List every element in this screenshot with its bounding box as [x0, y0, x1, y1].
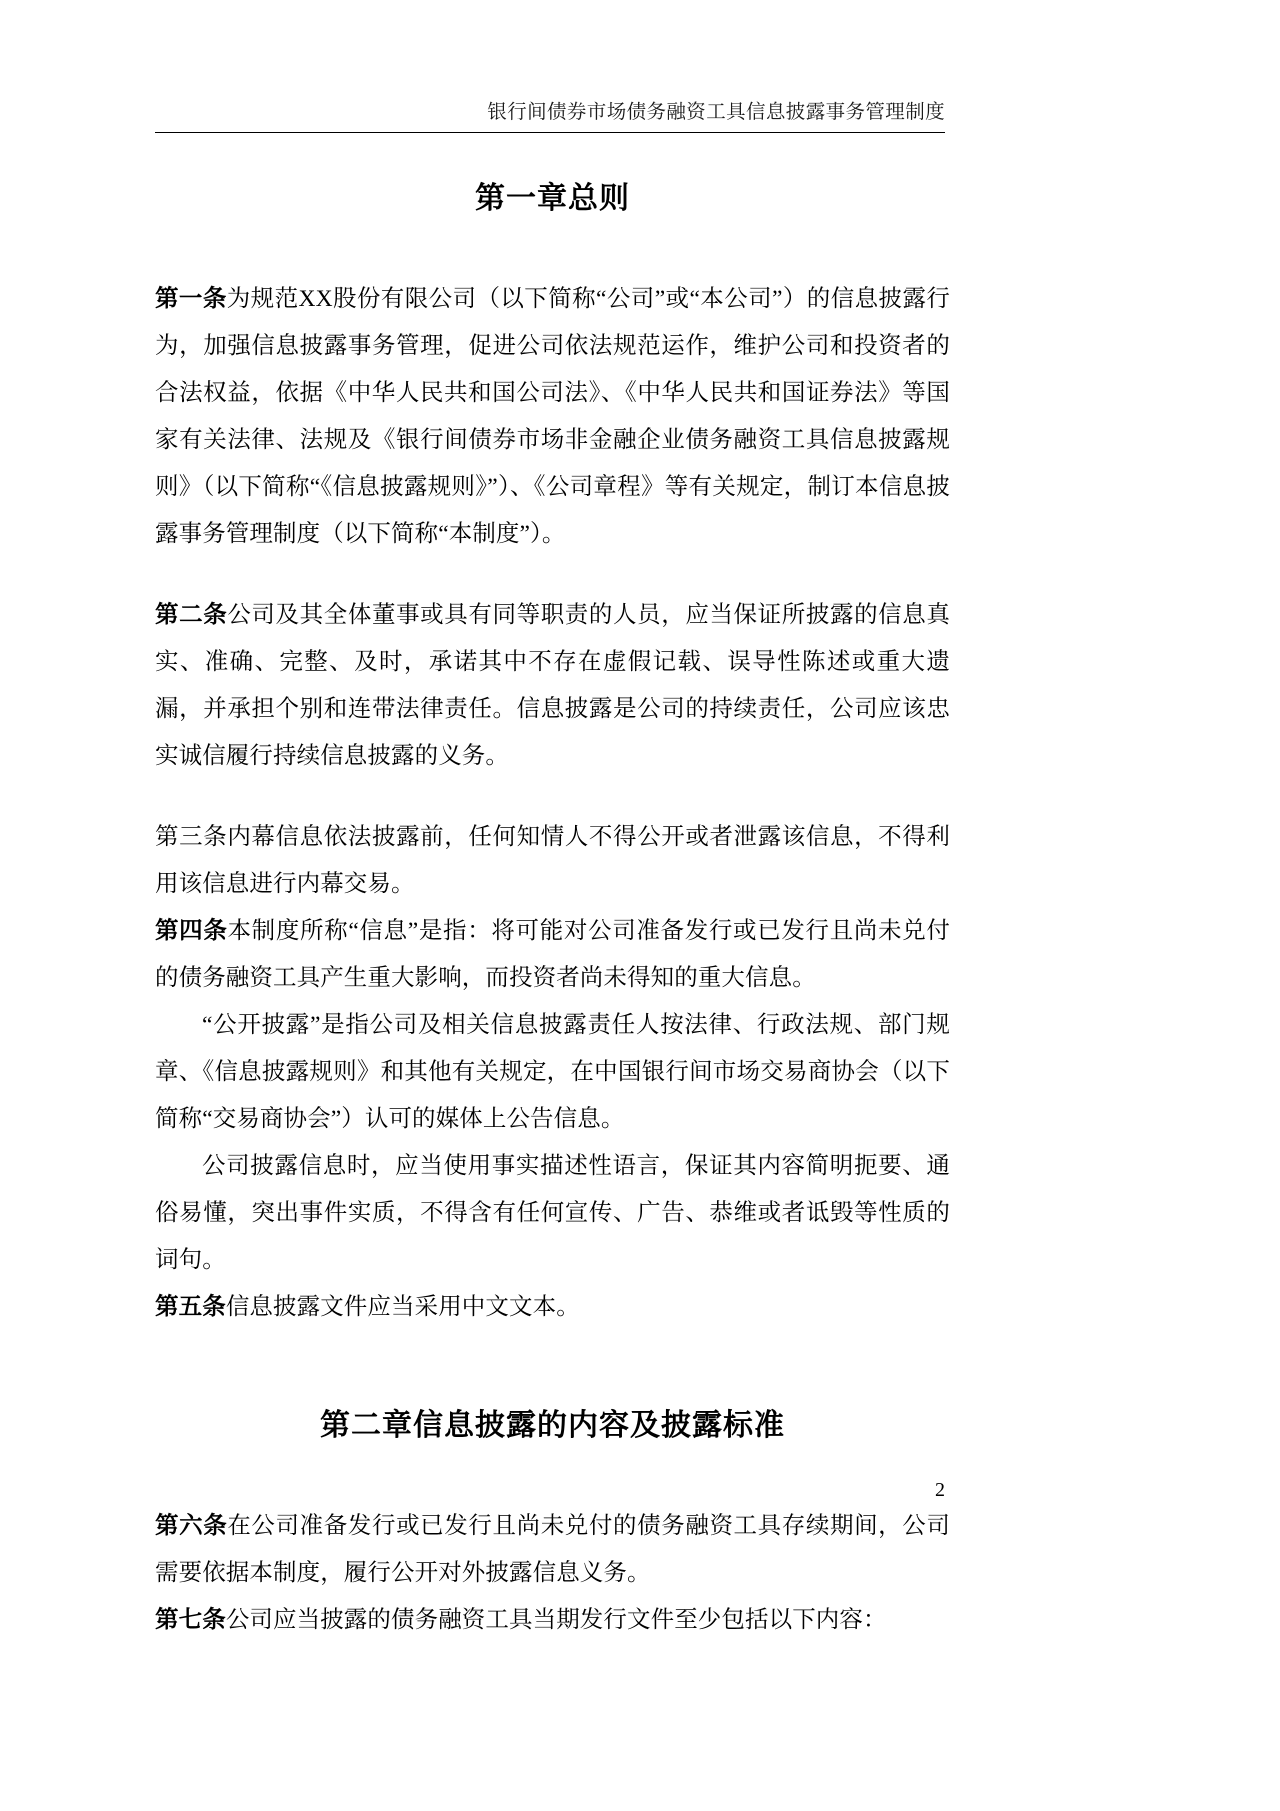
- page-number: 2: [935, 1479, 945, 1501]
- article-3-text: 内幕信息依法披露前，任何知情人不得公开或者泄露该信息，不得利用该信息进行内幕交易。: [155, 824, 950, 897]
- article-5-label: 第五条: [155, 1294, 226, 1320]
- article-6-text: 在公司准备发行或已发行且尚未兑付的债务融资工具存续期间，公司需要依据本制度，履行公开对外披露信息义务。: [155, 1513, 950, 1586]
- article-6-paragraph: [155, 1503, 950, 1597]
- running-header: [155, 100, 945, 133]
- article-1-paragraph: [155, 276, 950, 558]
- article-7-label: 第七条: [155, 1607, 226, 1633]
- article-4-text: 本制度所称“信息”是指：将可能对公司准备发行或已发行且尚未兑付的债务融资工具产生重大影响，而投资者尚未得知的重大信息。: [155, 918, 950, 991]
- article-5-paragraph: [155, 1284, 950, 1331]
- article-2-paragraph: [155, 592, 950, 780]
- article-4-sub-paragraph-2: 公司披露信息时，应当使用事实描述性语言，保证其内容简明扼要、通俗易懂，突出事件实质，不得含有任何宣传、广告、恭维或者诋毁等性质的词句。: [155, 1153, 950, 1273]
- article-1-text: 为规范XX股份有限公司（以下简称“公司”或“本公司”）的信息披露行为，加强信息披露事务管理，促进公司依法规范运作，维护公司和投资者的合法权益，依据《中华人民共和国公司法》、《中华人民共和国证券法》等国家有关法律、法规及《银行间债券市场非金融企业债务融资工具信息披露规则》（以下简称“《信息披露规则》”）、《公司章程》等有关规定，制订本信息披露事务管理制度（以下简称“本制度”）。: [155, 286, 950, 547]
- article-1-label: 第一条: [155, 286, 227, 312]
- article-6-label: 第六条: [155, 1513, 228, 1539]
- article-7-paragraph: [155, 1597, 950, 1644]
- running-header-text: 银行间债券市场债务融资工具信息披露事务管理制度: [487, 102, 945, 123]
- article-4-paragraph: [155, 908, 950, 1002]
- article-2-label: 第二条: [155, 602, 228, 628]
- article-4-label: 第四条: [155, 918, 228, 944]
- chapter-1-title: 第一章总则: [475, 182, 630, 215]
- article-2-text: 公司及其全体董事或具有同等职责的人员，应当保证所披露的信息真实、准确、完整、及时，承诺其中不存在虚假记载、误导性陈述或重大遗漏，并承担个别和连带法律责任。信息披露是公司的持续责任，公司应该忠实诚信履行持续信息披露的义务。: [155, 602, 950, 769]
- article-3-label: 第三条: [155, 824, 228, 850]
- article-3-paragraph: [155, 814, 950, 908]
- document-body: [155, 160, 950, 1644]
- article-4-sub-paragraph-1: “公开披露”是指公司及相关信息披露责任人按法律、行政法规、部门规章、《信息披露规则》和其他有关规定，在中国银行间市场交易商协会（以下简称“交易商协会”）认可的媒体上公告信息。: [155, 1012, 950, 1132]
- article-5-text: 信息披露文件应当采用中文文本。: [225, 1294, 580, 1320]
- chapter-2-title: 第二章信息披露的内容及披露标准: [320, 1409, 785, 1442]
- article-7-text: 公司应当披露的债务融资工具当期发行文件至少包括以下内容：: [225, 1607, 887, 1633]
